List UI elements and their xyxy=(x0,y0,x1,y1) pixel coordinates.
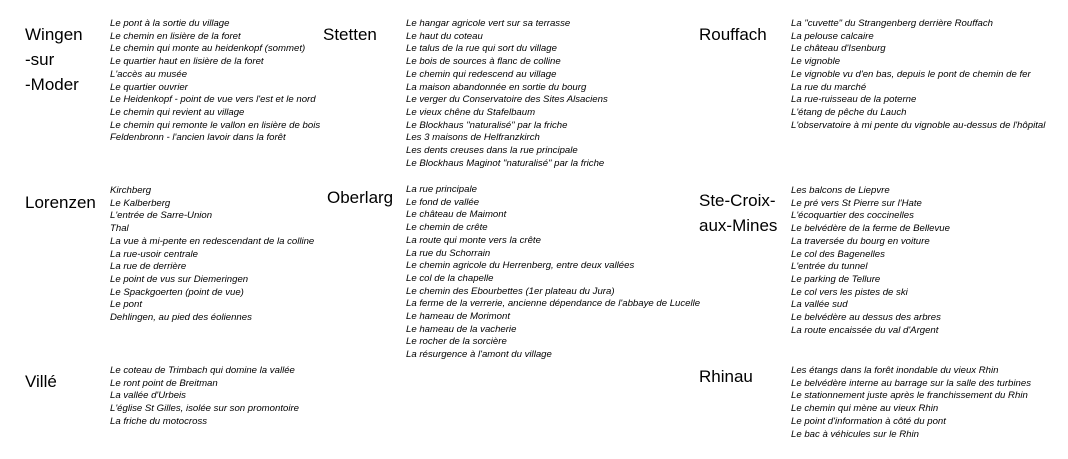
list-item: Le bac à véhicules sur le Rhin xyxy=(791,428,919,440)
list-item: Le talus de la rue qui sort du village xyxy=(406,43,557,55)
list-item: Kirchberg xyxy=(110,185,152,196)
place-list xyxy=(791,365,1031,441)
village-name: Lorenzen xyxy=(25,193,96,212)
list-item: La pelouse calcaire xyxy=(791,30,874,42)
list-item: Le chemin qui revient au village xyxy=(110,106,245,118)
list-item: Le Kalberberg xyxy=(110,197,171,209)
list-item: La "cuvette" du Strangenberg derrière Rouffach xyxy=(791,18,994,29)
list-item: Le fond de vallée xyxy=(406,196,480,208)
list-item: L'entrée du tunnel xyxy=(791,261,868,273)
list-item: Le chemin qui redescend au village xyxy=(406,68,557,80)
list-item: La route encaissée du val d'Argent xyxy=(791,324,939,336)
list-item: Le stationnement juste après le franchissement du Rhin xyxy=(791,390,1028,402)
list-item: Le belvédère de la ferme de Bellevue xyxy=(791,223,950,235)
list-item: Dehlingen, au pied des éoliennes xyxy=(110,312,252,324)
list-item: Le hangar agricole vert sur sa terrasse xyxy=(406,18,571,29)
list-item: La route qui monte vers la crête xyxy=(406,234,541,246)
list-item: Le point de vus sur Diemeringen xyxy=(110,273,249,285)
list-item: La friche du motocross xyxy=(110,415,208,427)
list-item: Le chemin en lisière de la foret xyxy=(110,30,241,42)
list-item: L'étang de pêche du Lauch xyxy=(791,106,907,118)
list-item: Le quartier haut en lisière de la foret xyxy=(110,56,264,68)
place-list xyxy=(406,184,700,362)
place-list xyxy=(110,365,299,429)
list-item: L'accès au musée xyxy=(110,68,188,80)
list-item: La rue du marché xyxy=(791,81,867,93)
village-name: Stetten xyxy=(323,25,377,44)
list-item: Le bois de sources à flanc de colline xyxy=(406,56,561,68)
list-item: La rue du Schorrain xyxy=(406,247,491,259)
list-item: Le chemin qui monte au heidenkopf (sommet) xyxy=(110,43,306,55)
list-item: Le rocher de la sorcière xyxy=(406,336,507,348)
list-item: La vallée d'Urbeis xyxy=(110,390,186,402)
place-list xyxy=(110,18,320,145)
list-item: Le hameau de Morimont xyxy=(406,311,510,323)
list-item: L'observatoire à mi pente du vignoble au-dessus de l'hôpital xyxy=(791,119,1046,131)
list-item: La vallée sud xyxy=(791,299,848,311)
list-item: Feldenbronn - l'ancien lavoir dans la forêt xyxy=(110,132,286,144)
list-item: Le pont à la sortie du village xyxy=(110,18,230,29)
list-item: Le chemin qui remonte le vallon en lisière de bois xyxy=(110,119,321,131)
list-item: Le hameau de la vacherie xyxy=(406,323,517,335)
place-list xyxy=(406,18,608,170)
list-item: Le Spackgoerten (point de vue) xyxy=(110,286,244,298)
village-name: Villé xyxy=(25,372,57,391)
list-item: Le vieux chêne du Stafelbaum xyxy=(406,106,536,118)
list-item: Les dents creuses dans la rue principale xyxy=(406,145,578,157)
village-name: Rouffach xyxy=(699,25,767,44)
list-item: Le col de la chapelle xyxy=(406,272,494,284)
list-item: Le col des Bagenelles xyxy=(791,248,885,260)
list-item: Le château de Maimont xyxy=(406,209,507,221)
list-item: Le ront point de Breitman xyxy=(110,377,218,389)
list-item: La rue de derrière xyxy=(110,261,187,273)
list-item: Le Blockhaus Maginot "naturalisé" par la friche xyxy=(406,157,605,169)
village-name-line: -Moder xyxy=(25,75,79,94)
list-item: Les 3 maisons de Helfranzkirch xyxy=(406,132,540,144)
list-item: Le belvédère au dessus des arbres xyxy=(791,312,941,324)
list-item: Le vignoble xyxy=(791,56,841,68)
list-item: Le chemin agricole du Herrenberg, entre deux vallées xyxy=(406,260,635,272)
list-item: La résurgence à l'amont du village xyxy=(406,349,552,361)
list-item: La rue-ruisseau de la poterne xyxy=(791,94,917,106)
village-name: Oberlarg xyxy=(327,188,394,207)
village-name-line: aux-Mines xyxy=(699,216,778,235)
place-list xyxy=(791,185,950,337)
list-item: L'église St Gilles, isolée sur son promontoire xyxy=(110,403,299,415)
list-item: La maison abandonnée en sortie du bourg xyxy=(406,81,587,93)
list-item: La ferme de la verrerie, ancienne dépendance de l'abbaye de Lucelle xyxy=(406,298,701,310)
list-item: Le chemin qui mène au vieux Rhin xyxy=(791,403,939,415)
village-name-line: -sur xyxy=(25,50,55,69)
place-list xyxy=(791,18,1045,132)
list-item: Le château d'Isenburg xyxy=(791,43,886,55)
list-item: Le col vers les pistes de ski xyxy=(791,286,908,298)
list-item: Le chemin de crête xyxy=(406,222,488,234)
village-name xyxy=(699,188,777,238)
list-item: Le parking de Tellure xyxy=(791,273,881,285)
list-item: Le quartier ouvrier xyxy=(110,81,188,93)
list-item: Le coteau de Trimbach qui domine la vallée xyxy=(110,365,295,376)
list-item: La vue à mi-pente en redescendant de la colline xyxy=(110,235,315,247)
village-name: Rhinau xyxy=(699,367,753,386)
list-item: La rue-usoir centrale xyxy=(110,248,198,260)
list-item: Le point d'information à côté du pont xyxy=(791,415,946,427)
list-item: Le Blockhaus "naturalisé" par la friche xyxy=(406,119,568,131)
village-name xyxy=(25,22,83,97)
list-item: L'entrée de Sarre-Union xyxy=(110,210,213,222)
list-item: La traversée du bourg en voiture xyxy=(791,235,930,247)
list-item: Le vignoble vu d'en bas, depuis le pont de chemin de fer xyxy=(791,68,1031,80)
village-name-line: Wingen xyxy=(25,25,83,44)
list-item: Le haut du coteau xyxy=(406,30,483,42)
list-item: Le verger du Conservatoire des Sites Alsaciens xyxy=(406,94,608,106)
list-item: Le belvédère interne au barrage sur la salle des turbines xyxy=(791,377,1031,389)
list-item: Le pont xyxy=(110,299,143,311)
list-item: Les balcons de Liepvre xyxy=(791,185,890,196)
list-item: La rue principale xyxy=(406,184,477,195)
list-item: Le pré vers St Pierre sur l'Hate xyxy=(791,197,922,209)
place-list xyxy=(110,185,314,325)
village-name-line: Ste-Croix- xyxy=(699,191,776,210)
list-item: Le Heidenkopf - point de vue vers l'est et le nord xyxy=(110,94,316,106)
list-item: Le chemin des Ebourbettes (1er plateau du Jura) xyxy=(406,285,615,297)
list-item: L'écoquartier des coccinelles xyxy=(791,210,914,222)
list-item: Les étangs dans la forêt inondable du vieux Rhin xyxy=(791,365,999,376)
list-item: Thal xyxy=(110,223,129,235)
